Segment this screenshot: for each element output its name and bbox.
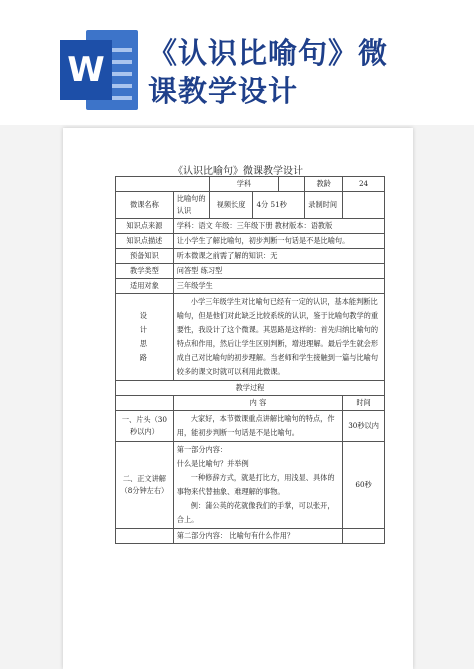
cell bbox=[116, 396, 174, 411]
banner-title-line2: 课教学设计 bbox=[148, 74, 299, 108]
table-row bbox=[116, 294, 385, 381]
word-document-icon bbox=[60, 30, 140, 110]
cell bbox=[116, 177, 210, 192]
document-title: 《认识比喻句》微课教学设计 bbox=[173, 166, 303, 177]
content-column-header: 内 容 bbox=[173, 396, 342, 411]
prereq-label: 预备知识 bbox=[116, 249, 174, 264]
course-name-label: 微课名称 bbox=[116, 192, 174, 219]
row2-label: 二、正文讲解（8分钟左右） bbox=[116, 442, 174, 529]
row2-content bbox=[173, 442, 342, 529]
record-time-value bbox=[343, 192, 385, 219]
table-row bbox=[116, 381, 385, 396]
video-length-label: 视频长度 bbox=[209, 192, 253, 219]
row2-part1-example: 例：蒲公英的花就像我们的手掌，可以张开，合上。 bbox=[176, 501, 335, 524]
row1-label: 一、片头（30秒以内） bbox=[116, 411, 174, 442]
type-value: 问答型 练习型 bbox=[173, 264, 384, 279]
lesson-plan-table bbox=[115, 176, 385, 544]
table-row bbox=[116, 264, 385, 279]
table-row bbox=[116, 177, 385, 192]
cell bbox=[343, 529, 385, 544]
table-row bbox=[116, 279, 385, 294]
table-row bbox=[116, 411, 385, 442]
word-icon-letter: W bbox=[60, 40, 112, 100]
table-row bbox=[116, 529, 385, 544]
time-column-header: 时间 bbox=[343, 396, 385, 411]
design-label-char: 设 bbox=[139, 311, 149, 320]
table-row bbox=[116, 192, 385, 219]
header-banner bbox=[0, 0, 474, 125]
audience-label: 适用对象 bbox=[116, 279, 174, 294]
subject-label: 学科 bbox=[209, 177, 279, 192]
design-label-char: 思 bbox=[139, 339, 149, 348]
row2-part1-text: 一种修辞方式，就是打比方，用浅显、具体的事物来代替抽象、难理解的事物。 bbox=[176, 473, 335, 496]
source-value: 学科：语文 年级：三年级下册 教材版本：语教版 bbox=[173, 219, 384, 234]
age-label: 教龄 bbox=[305, 177, 343, 192]
table-row bbox=[116, 219, 385, 234]
table-row bbox=[116, 396, 385, 411]
banner-title bbox=[148, 34, 468, 110]
audience-value: 三年级学生 bbox=[173, 279, 384, 294]
record-time-label: 录制时间 bbox=[305, 192, 343, 219]
row2-time: 60秒 bbox=[343, 442, 385, 529]
source-label: 知识点来源 bbox=[116, 219, 174, 234]
row2-part2: 第二部分内容： 比喻句有什么作用？ bbox=[173, 529, 342, 544]
banner-title-line1: 《认识比喻句》微 bbox=[148, 36, 389, 70]
design-text: 小学三年级学生对比喻句已经有一定的认识，基本能判断比喻句，但是他们对此缺乏比较系统的认识，鉴于比喻句教学的重要性，我设计了这个微课。其思路是这样的：首先归纳比喻句的特点和作用，然后让学生区别判断，增进理解。最后学生就会形成自己对比喻句的初步理解。当老师和学生接触到一篇与比喻句较多的课文时就可以利用此微课。 bbox=[173, 294, 384, 381]
video-length-value: 4分 51秒 bbox=[253, 192, 305, 219]
age-value: 24 bbox=[343, 177, 385, 192]
row1-time: 30秒以内 bbox=[343, 411, 385, 442]
design-label-char: 计 bbox=[139, 325, 149, 334]
table-row bbox=[116, 442, 385, 529]
course-name-value: 比喻句的认识 bbox=[173, 192, 209, 219]
row2-part1-question: 什么是比喻句？并举例 bbox=[176, 459, 249, 468]
subject-value bbox=[279, 177, 305, 192]
desc-value: 让小学生了解比喻句，初步判断一句话是不是比喻句。 bbox=[173, 234, 384, 249]
row1-content: 大家好，本节微课重点讲解比喻句的特点，作用，能初步判断一句话是不是比喻句。 bbox=[173, 411, 342, 442]
cell bbox=[116, 529, 174, 544]
design-label-char: 路 bbox=[139, 353, 149, 362]
table-row bbox=[116, 249, 385, 264]
design-label bbox=[116, 294, 174, 381]
type-label: 教学类型 bbox=[116, 264, 174, 279]
prereq-value: 听本微课之前需了解的知识：无 bbox=[173, 249, 384, 264]
desc-label: 知识点描述 bbox=[116, 234, 174, 249]
table-row bbox=[116, 234, 385, 249]
row2-part1-title: 第一部分内容： bbox=[176, 445, 228, 454]
process-header: 教学过程 bbox=[116, 381, 385, 396]
